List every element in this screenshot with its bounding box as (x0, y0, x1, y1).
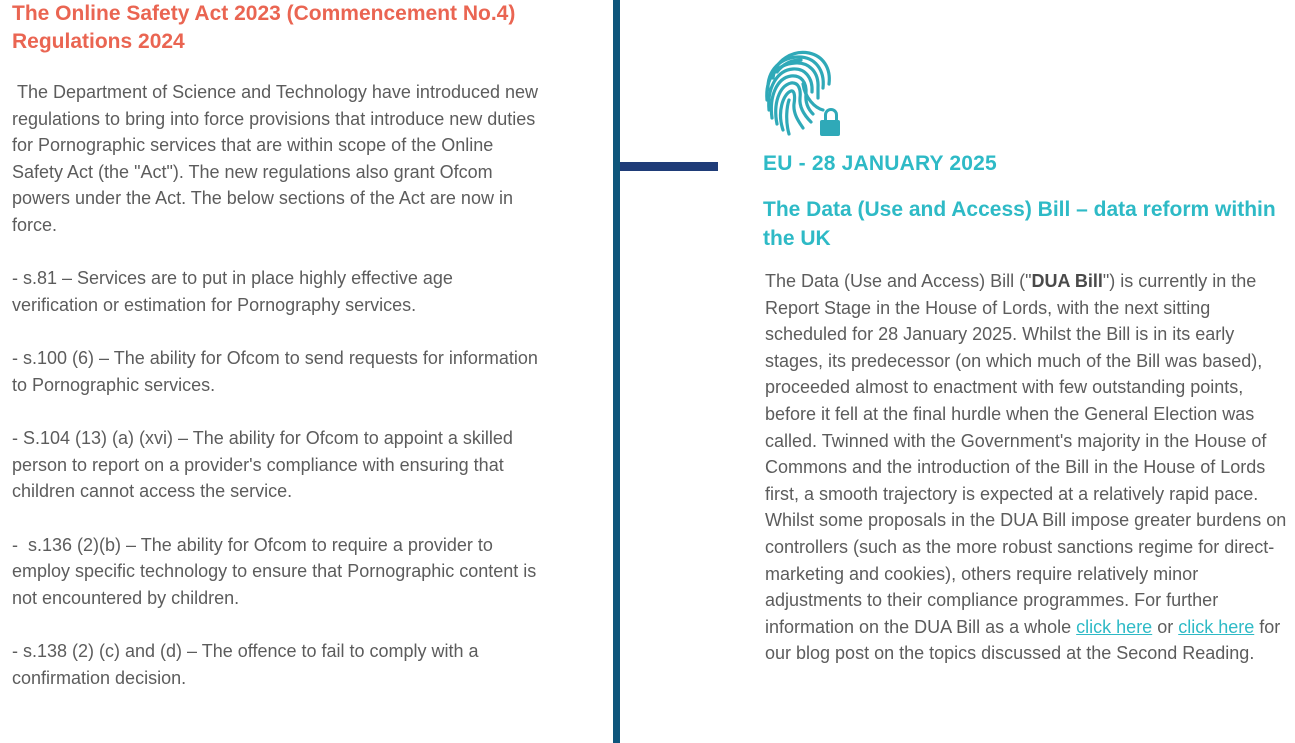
body-text: or (1152, 616, 1179, 637)
article-title-dua: The Data (Use and Access) Bill – data reform within the UK (763, 198, 1276, 250)
timeline-connector (620, 162, 718, 171)
article-title: The Online Safety Act 2023 (Commencement No.4) Regulations 2024 (12, 2, 516, 53)
timeline-vertical-line (613, 0, 620, 743)
left-article (12, 0, 542, 691)
section-item-s136: - s.136 (2)(b) – The ability for Ofcom to require a provider to employ specific technology to ensure that Pornographic content is not encountered by children. (12, 534, 542, 608)
click-here-link-blog-post[interactable]: click here (1178, 616, 1255, 637)
article-intro: The Department of Science and Technology have introduced new regulations to bring into force provisions that introduce new duties for Pornographic services that are within scope of the Online Safety Act (the "Act"). The new regulations also grant Ofcom powers under the Act. The below sections of the Act are now in force. (12, 82, 544, 235)
body-text: for our blog post on the topics discussed at the Second Reading. (765, 616, 1281, 664)
timeline-date: EU - 28 JANUARY 2025 (763, 152, 997, 175)
section-item-s81: - s.81 – Services are to put in place highly effective age verification or estimation for Pornography services. (12, 268, 453, 315)
body-text: ") is currently in the Report Stage in the House of Lords, with the next sitting scheduled for 28 January 2025. Whilst the Bill is in its early stages, its predecessor (on which much of the Bill was based), proceeded almost to enactment with few outstanding points, before it fell at the final hurdle when the General Election was called. Twinned with the Government's majority in the House of Commons and the introduction of the Bill in the House of Lords first, a smooth trajectory is expected at a relatively rapid pace. Whilst some proposals in the DUA Bill impose greater burdens on controllers (such as the more robust sanctions regime for direct-marketing and cookies), others require relatively minor adjustments to their compliance programmes. For further information on the DUA Bill as a whole (765, 271, 1287, 637)
dua-bill-term: DUA Bill (1031, 271, 1103, 291)
click-here-link-dua-bill[interactable]: click here (1076, 616, 1153, 637)
fingerprint-lock-icon (763, 48, 841, 138)
section-item-s138: - s.138 (2) (c) and (d) – The offence to fail to comply with a confirmation decision. (12, 641, 479, 688)
body-text: The Data (Use and Access) Bill (" (765, 271, 1032, 291)
section-item-s100: - s.100 (6) – The ability for Ofcom to send requests for information to Pornographic services. (12, 348, 538, 395)
article-body-dua (765, 268, 1290, 667)
lock-icon (820, 108, 840, 136)
section-item-s104: - S.104 (13) (a) (xvi) – The ability for Ofcom to appoint a skilled person to report on a provider's compliance with ensuring that children cannot access the service. (12, 428, 513, 501)
